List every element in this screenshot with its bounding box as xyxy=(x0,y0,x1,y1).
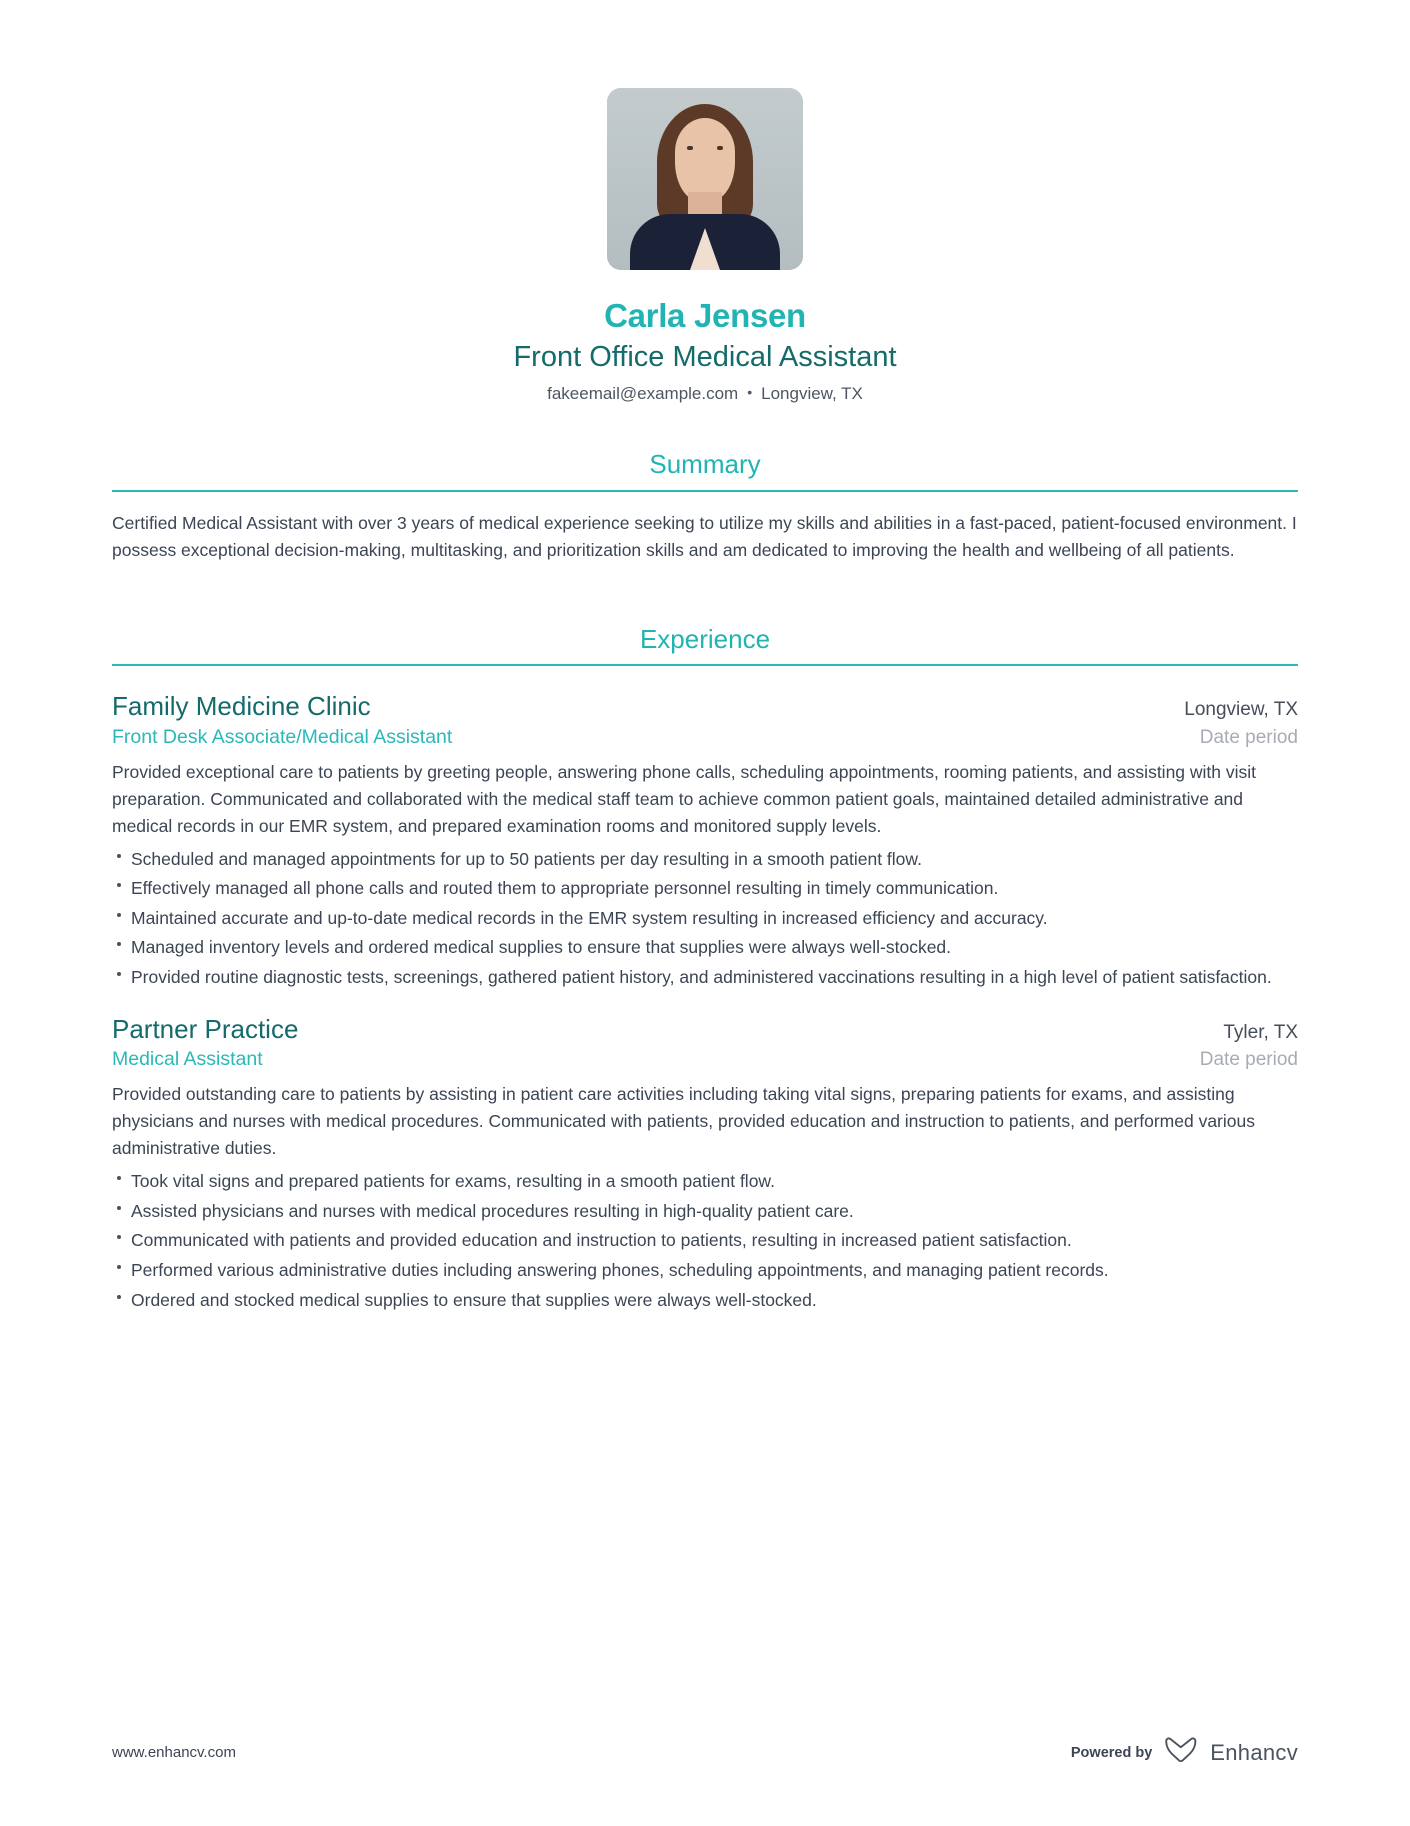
experience-subheader-row xyxy=(112,725,1298,750)
contact-separator-icon: • xyxy=(747,384,753,401)
section-title-experience: Experience xyxy=(639,623,771,654)
contact-location: Longview, TX xyxy=(761,384,863,404)
experience-bullet: Scheduled and managed appointments for up to 50 patients per day resulting in a smooth patient flow. xyxy=(112,846,1298,873)
section-divider xyxy=(112,664,1298,666)
section-divider xyxy=(112,490,1298,492)
experience-company: Family Medicine Clinic xyxy=(112,691,371,722)
experience-location: Longview, TX xyxy=(1184,699,1298,721)
experience-date: Date period xyxy=(1199,1049,1298,1071)
experience-header-row xyxy=(112,690,1298,723)
experience-description: Provided outstanding care to patients by assisting in patient care activities including taking vital signs, preparing patients for exams, and assisting physicians and nurses with medical procedures. Communicated with patients, provided education and instruction to patients, and performed various administrative duties. xyxy=(112,1084,1255,1159)
experience-bullet: Ordered and stocked medical supplies to ensure that supplies were always well-stocked. xyxy=(112,1287,1298,1314)
powered-by-label: Powered by xyxy=(1070,1744,1153,1761)
enhancv-heart-icon xyxy=(1164,1737,1198,1768)
brand-name: Enhancv xyxy=(1210,1739,1298,1765)
experience-role: Front Desk Associate/Medical Assistant xyxy=(112,725,453,748)
experience-bullet: Maintained accurate and up-to-date medical records in the EMR system resulting in increased efficiency and accuracy. xyxy=(112,905,1298,932)
experience-bullet: Effectively managed all phone calls and routed them to appropriate personnel resulting in timely communication. xyxy=(112,875,1298,902)
section-title-summary: Summary xyxy=(649,449,761,480)
resume-header xyxy=(112,0,1298,405)
section-summary xyxy=(112,449,1298,563)
contact-email[interactable]: fakeemail@example.com xyxy=(547,384,739,404)
experience-bullet-list xyxy=(112,1168,1298,1313)
photo-face xyxy=(675,118,735,202)
experience-subheader-row xyxy=(112,1047,1298,1072)
experience-item xyxy=(112,690,1298,991)
profile-photo xyxy=(607,88,803,270)
contact-line xyxy=(112,383,1298,405)
experience-bullet-list xyxy=(112,846,1298,991)
experience-role: Medical Assistant xyxy=(112,1048,263,1071)
experience-description: Provided exceptional care to patients by greeting people, answering phone calls, scheduling appointments, rooming patients, and assisting with visit preparation. Communicated and collaborated with the medical staff team to achieve common patient goals, maintained detailed administrative and medical records in our EMR system, and prepared examination rooms and monitored supply levels. xyxy=(112,761,1257,836)
experience-bullet: Assisted physicians and nurses with medical procedures resulting in high-quality patient care. xyxy=(112,1198,1298,1225)
resume-footer xyxy=(112,1737,1298,1768)
candidate-name: Carla Jensen xyxy=(604,297,806,334)
experience-bullet: Provided routine diagnostic tests, screenings, gathered patient history, and administered vaccinations resulting in a high level of patient satisfaction. xyxy=(112,964,1298,991)
photo-eye-left xyxy=(687,146,693,150)
experience-bullet: Communicated with patients and provided education and instruction to patients, resulting in increased patient satisfaction. xyxy=(112,1227,1298,1254)
summary-text: Certified Medical Assistant with over 3 years of medical experience seeking to utilize my skills and abilities in a fast-paced, patient-focused environment. I possess exceptional decision-making, multitasking, and prioritization skills and am dedicated to improving the health and wellbeing of all patients. xyxy=(112,512,1297,560)
experience-location: Tyler, TX xyxy=(1223,1021,1298,1043)
photo-eye-right xyxy=(717,146,723,150)
experience-bullet: Managed inventory levels and ordered medical supplies to ensure that supplies were always well-stocked. xyxy=(112,934,1298,961)
candidate-job-title: Front Office Medical Assistant xyxy=(513,340,897,373)
experience-header-row xyxy=(112,1013,1298,1046)
footer-branding xyxy=(1071,1737,1298,1768)
experience-date: Date period xyxy=(1199,726,1298,748)
profile-photo-image xyxy=(607,88,803,270)
experience-bullet: Took vital signs and prepared patients for exams, resulting in a smooth patient flow. xyxy=(112,1168,1298,1195)
experience-item xyxy=(112,1013,1298,1314)
section-experience xyxy=(112,624,1298,1313)
experience-company: Partner Practice xyxy=(112,1013,299,1044)
experience-bullet: Performed various administrative duties including answering phones, scheduling appointments, and managing patient records. xyxy=(112,1257,1298,1284)
footer-website-url[interactable]: www.enhancv.com xyxy=(112,1744,236,1761)
